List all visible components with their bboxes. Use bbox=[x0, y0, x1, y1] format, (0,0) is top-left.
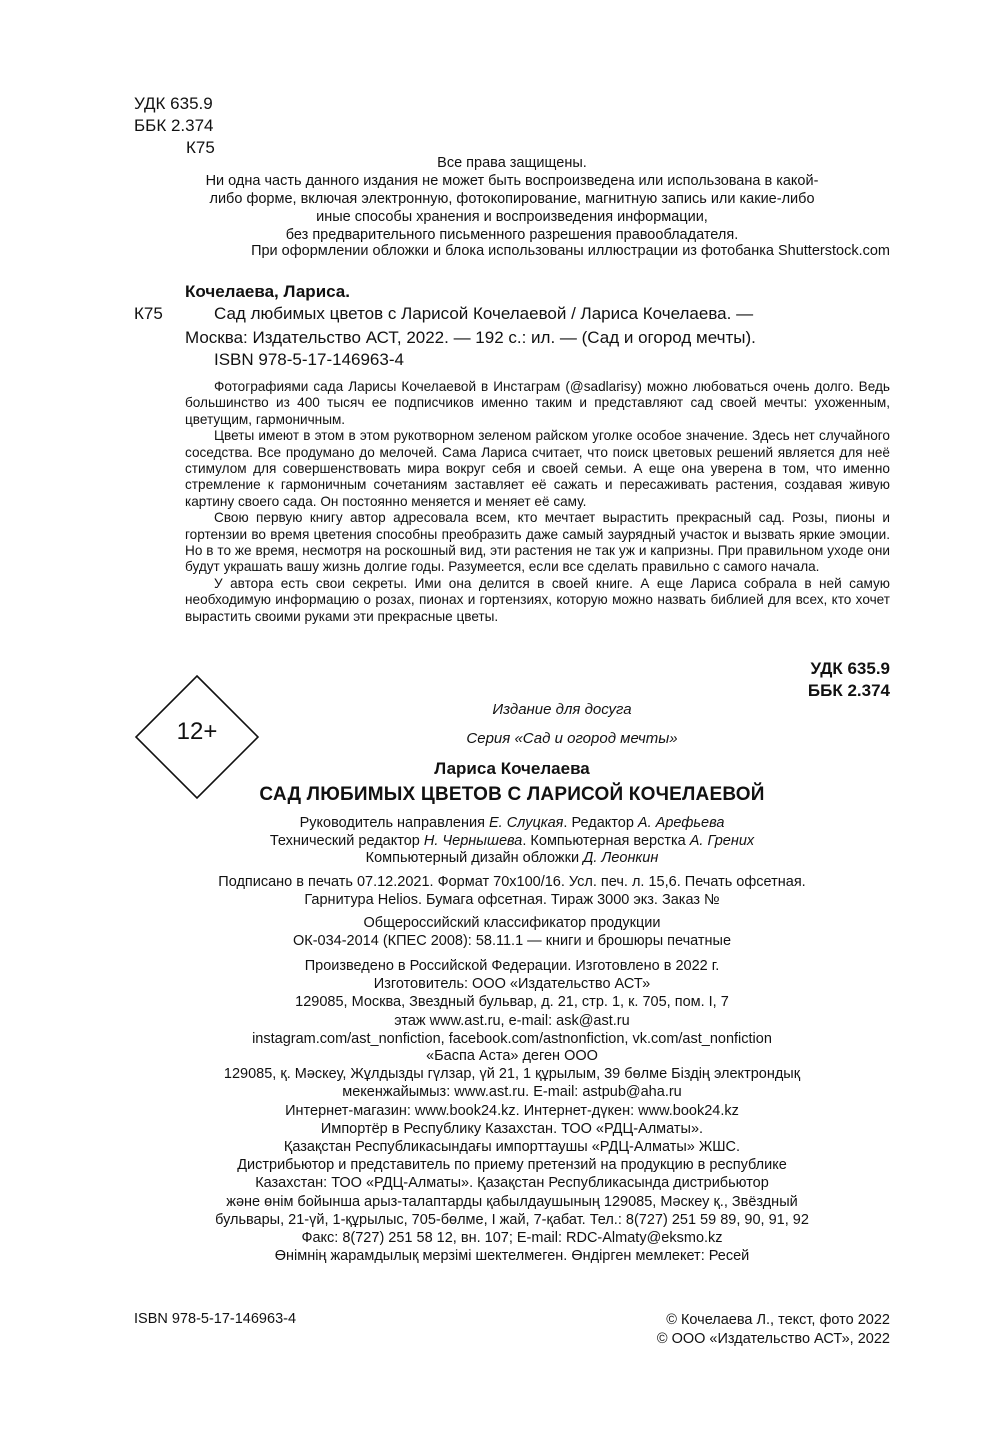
okp-line: ОК-034-2014 (КПЕС 2008): 58.11.1 — книги и брошюры печатные bbox=[292, 933, 732, 949]
kz-line: Факс: 8(727) 251 58 12, вн. 107; E-mail: RDC-Almaty@eksmo.kz bbox=[301, 1230, 723, 1247]
kz-line: Интернет-магазин: www.book24.kz. Интернет-дүкен: www.book24.kz bbox=[285, 1102, 739, 1119]
kz-line: Қазақстан Республикасындағы импорттаушы «РДЦ-Алматы» ЖШС. bbox=[283, 1139, 741, 1156]
rights-line: иные способы хранения и воспроизведения информации, bbox=[316, 209, 708, 225]
book-title: САД ЛЮБИМЫХ ЦВЕТОВ С ЛАРИСОЙ КОЧЕЛАЕВОЙ bbox=[259, 784, 765, 805]
manufacturer-line: instagram.com/ast_nonfiction, facebook.com/astnonfiction, vk.com/ast_nonfiction bbox=[252, 1030, 772, 1047]
udk-code-bottom: УДК 635.9 bbox=[810, 659, 890, 678]
kz-line: «Баспа Аста» деген ООО bbox=[426, 1048, 598, 1064]
annotation-paragraph: Свою первую книгу автор адресовала всем, кто мечтает вырастить прекрасный сад. Розы, пионы и гортензии во время цветения способны преобразить даже самый заурядный участок и вызвать яркие эмоции. Но в то же время, несмотря на роскошный вид, эти растения не так уж и капризны. При правильном уходе они будут украшать вашу жизнь долгие годы. Разумеется, если все сделать правильно с самого начала. bbox=[185, 510, 890, 575]
footer-isbn: ISBN 978-5-17-146963-4 bbox=[134, 1311, 297, 1327]
kz-line: Казахстан: ТОО «РДЦ-Алматы». Қазақстан Республикасында дистрибьютор bbox=[255, 1175, 769, 1192]
bib-line: Сад любимых цветов с Ларисой Кочелаевой / Лариса Кочелаева. — bbox=[214, 304, 754, 323]
rights-notice bbox=[134, 154, 890, 244]
series-name: Серия «Сад и огород мечты» bbox=[466, 730, 678, 747]
kz-line: Өнімнің жарамдылық мерзімі шектелмеген. Өндірген мемлекет: Ресей bbox=[274, 1248, 750, 1265]
kz-line: Дистрибьютор и представитель по приему претензий на продукцию в республике bbox=[237, 1157, 787, 1174]
bbk-code: ББК 2.374 bbox=[134, 116, 214, 135]
edition-type: Издание для досуга bbox=[492, 701, 632, 718]
rights-line: либо форме, включая электронную, фотокопирование, магнитную запись или какие-либо bbox=[209, 191, 815, 207]
credits-line: Технический редактор Н. Чернышева. Компьютерная верстка А. Грених bbox=[269, 832, 755, 849]
age-rating: 12+ bbox=[176, 718, 218, 745]
kz-line: мекенжайымыз: www.ast.ru. E-mail: astpub@aha.ru bbox=[342, 1084, 682, 1101]
credits-line: Компьютерный дизайн обложки Д. Леонкин bbox=[365, 850, 659, 866]
bottom-classification bbox=[700, 658, 890, 702]
rights-line: Все права защищены. bbox=[437, 155, 587, 171]
copyright bbox=[500, 1311, 890, 1348]
bib-entry bbox=[185, 302, 890, 350]
rights-line: Ни одна часть данного издания не может быть воспроизведена или использована в какой- bbox=[205, 173, 819, 189]
bib-line: Москва: Издательство АСТ, 2022. — 192 с.: ил. — (Сад и огород мечты). bbox=[185, 328, 756, 347]
copyright-line: © ООО «Издательство АСТ», 2022 bbox=[656, 1330, 890, 1347]
bbk-code-bottom: ББК 2.374 bbox=[807, 681, 890, 700]
author-name: Лариса Кочелаева bbox=[434, 759, 590, 778]
manufacturer-line: Изготовитель: ООО «Издательство АСТ» bbox=[373, 976, 651, 993]
annotation-paragraph: Цветы имеют в этом в этом рукотворном зеленом райском уголке особое значение. Здесь нет случайного соседства. Все продумано до мелочей. Сама Лариса считает, что поиск цветовых решений является для неё стимулом для совершенствовать мира вокруг себя и своей семьи. А еще она уверена в том, что именно стремление к гармоничным сочетаниям заставляет её сажать и пересаживать растения, создавая живую картину своего сада. Он постоянно меняется и меняет её саму. bbox=[185, 428, 890, 509]
annotation-paragraph: У автора есть свои секреты. Ими она делится в своей книге. А еще Лариса собрала в ней самую необходимую информацию о розах, пионах и гортензиях, которую можно назвать библией для всех, кто хочет вырастить своими руками эти прекрасные цветы. bbox=[185, 575, 890, 624]
kz-line: және өнім бойынша арыз-талаптарды қабылдаушының 129085, Мәскеу қ., Звёздный bbox=[226, 1193, 798, 1210]
credits bbox=[134, 815, 890, 868]
shutterstock-notice: При оформлении обложки и блока использованы иллюстрации из фотобанка Shutterstock.com bbox=[251, 243, 890, 259]
bib-author: Кочелаева, Лариса. bbox=[185, 282, 350, 301]
kz-line: бульвары, 21-үй, 1-құрылыс, 705-бөлме, I жай, 7-қабат. Тел.: 8(727) 251 59 89, 90, 91, 92 bbox=[215, 1211, 809, 1228]
print-info bbox=[134, 873, 890, 909]
manufacturer-line: этаж www.ast.ru, e-mail: ask@ast.ru bbox=[394, 1012, 630, 1029]
credits-line: Руководитель направления Е. Слуцкая. Редактор А. Арефьева bbox=[299, 815, 725, 831]
author-sign: К75 bbox=[186, 138, 215, 157]
manufacturer-line: 129085, Москва, Звездный бульвар, д. 21, стр. 1, к. 705, пом. I, 7 bbox=[295, 994, 729, 1011]
product-classifier bbox=[134, 914, 890, 950]
kz-line: Импортёр в Республику Казахстан. ТОО «РДЦ-Алматы». bbox=[320, 1120, 704, 1137]
bib-isbn: ISBN 978-5-17-146963-4 bbox=[214, 350, 404, 369]
print-line: Подписано в печать 07.12.2021. Формат 70x100/16. Усл. печ. л. 15,6. Печать офсетная. bbox=[218, 874, 806, 890]
rights-line: без предварительного письменного разрешения правообладателя. bbox=[285, 227, 739, 243]
print-line: Гарнитура Helios. Бумага офсетная. Тираж 3000 экз. Заказ № bbox=[304, 892, 720, 908]
annotation-paragraph: Фотографиями сада Ларисы Кочелаевой в Инстаграм (@sadlarisy) можно любоваться очень долго. Ведь большинство из 400 тысяч ее подписчиков именно таким и представляют сад своей мечты: ухоженным, цветущим, гармоничным. bbox=[185, 379, 890, 427]
udk-code: УДК 635.9 bbox=[134, 94, 213, 113]
annotation bbox=[185, 379, 890, 625]
okp-line: Общероссийский классификатор продукции bbox=[363, 915, 661, 931]
manufacturer-line: Произведено в Российской Федерации. Изготовлено в 2022 г. bbox=[304, 958, 720, 974]
bib-code: К75 bbox=[134, 304, 163, 323]
kazakhstan-info bbox=[134, 1047, 890, 1265]
kz-line: 129085, қ. Мәскеу, Жұлдызды гүлзар, үй 21, 1 құрылым, 39 бөлме Біздің электрондық bbox=[223, 1066, 801, 1083]
copyright-line: © Кочелаева Л., текст, фото 2022 bbox=[666, 1312, 890, 1328]
manufacturer-info bbox=[134, 957, 890, 1048]
header-classification bbox=[134, 93, 215, 159]
